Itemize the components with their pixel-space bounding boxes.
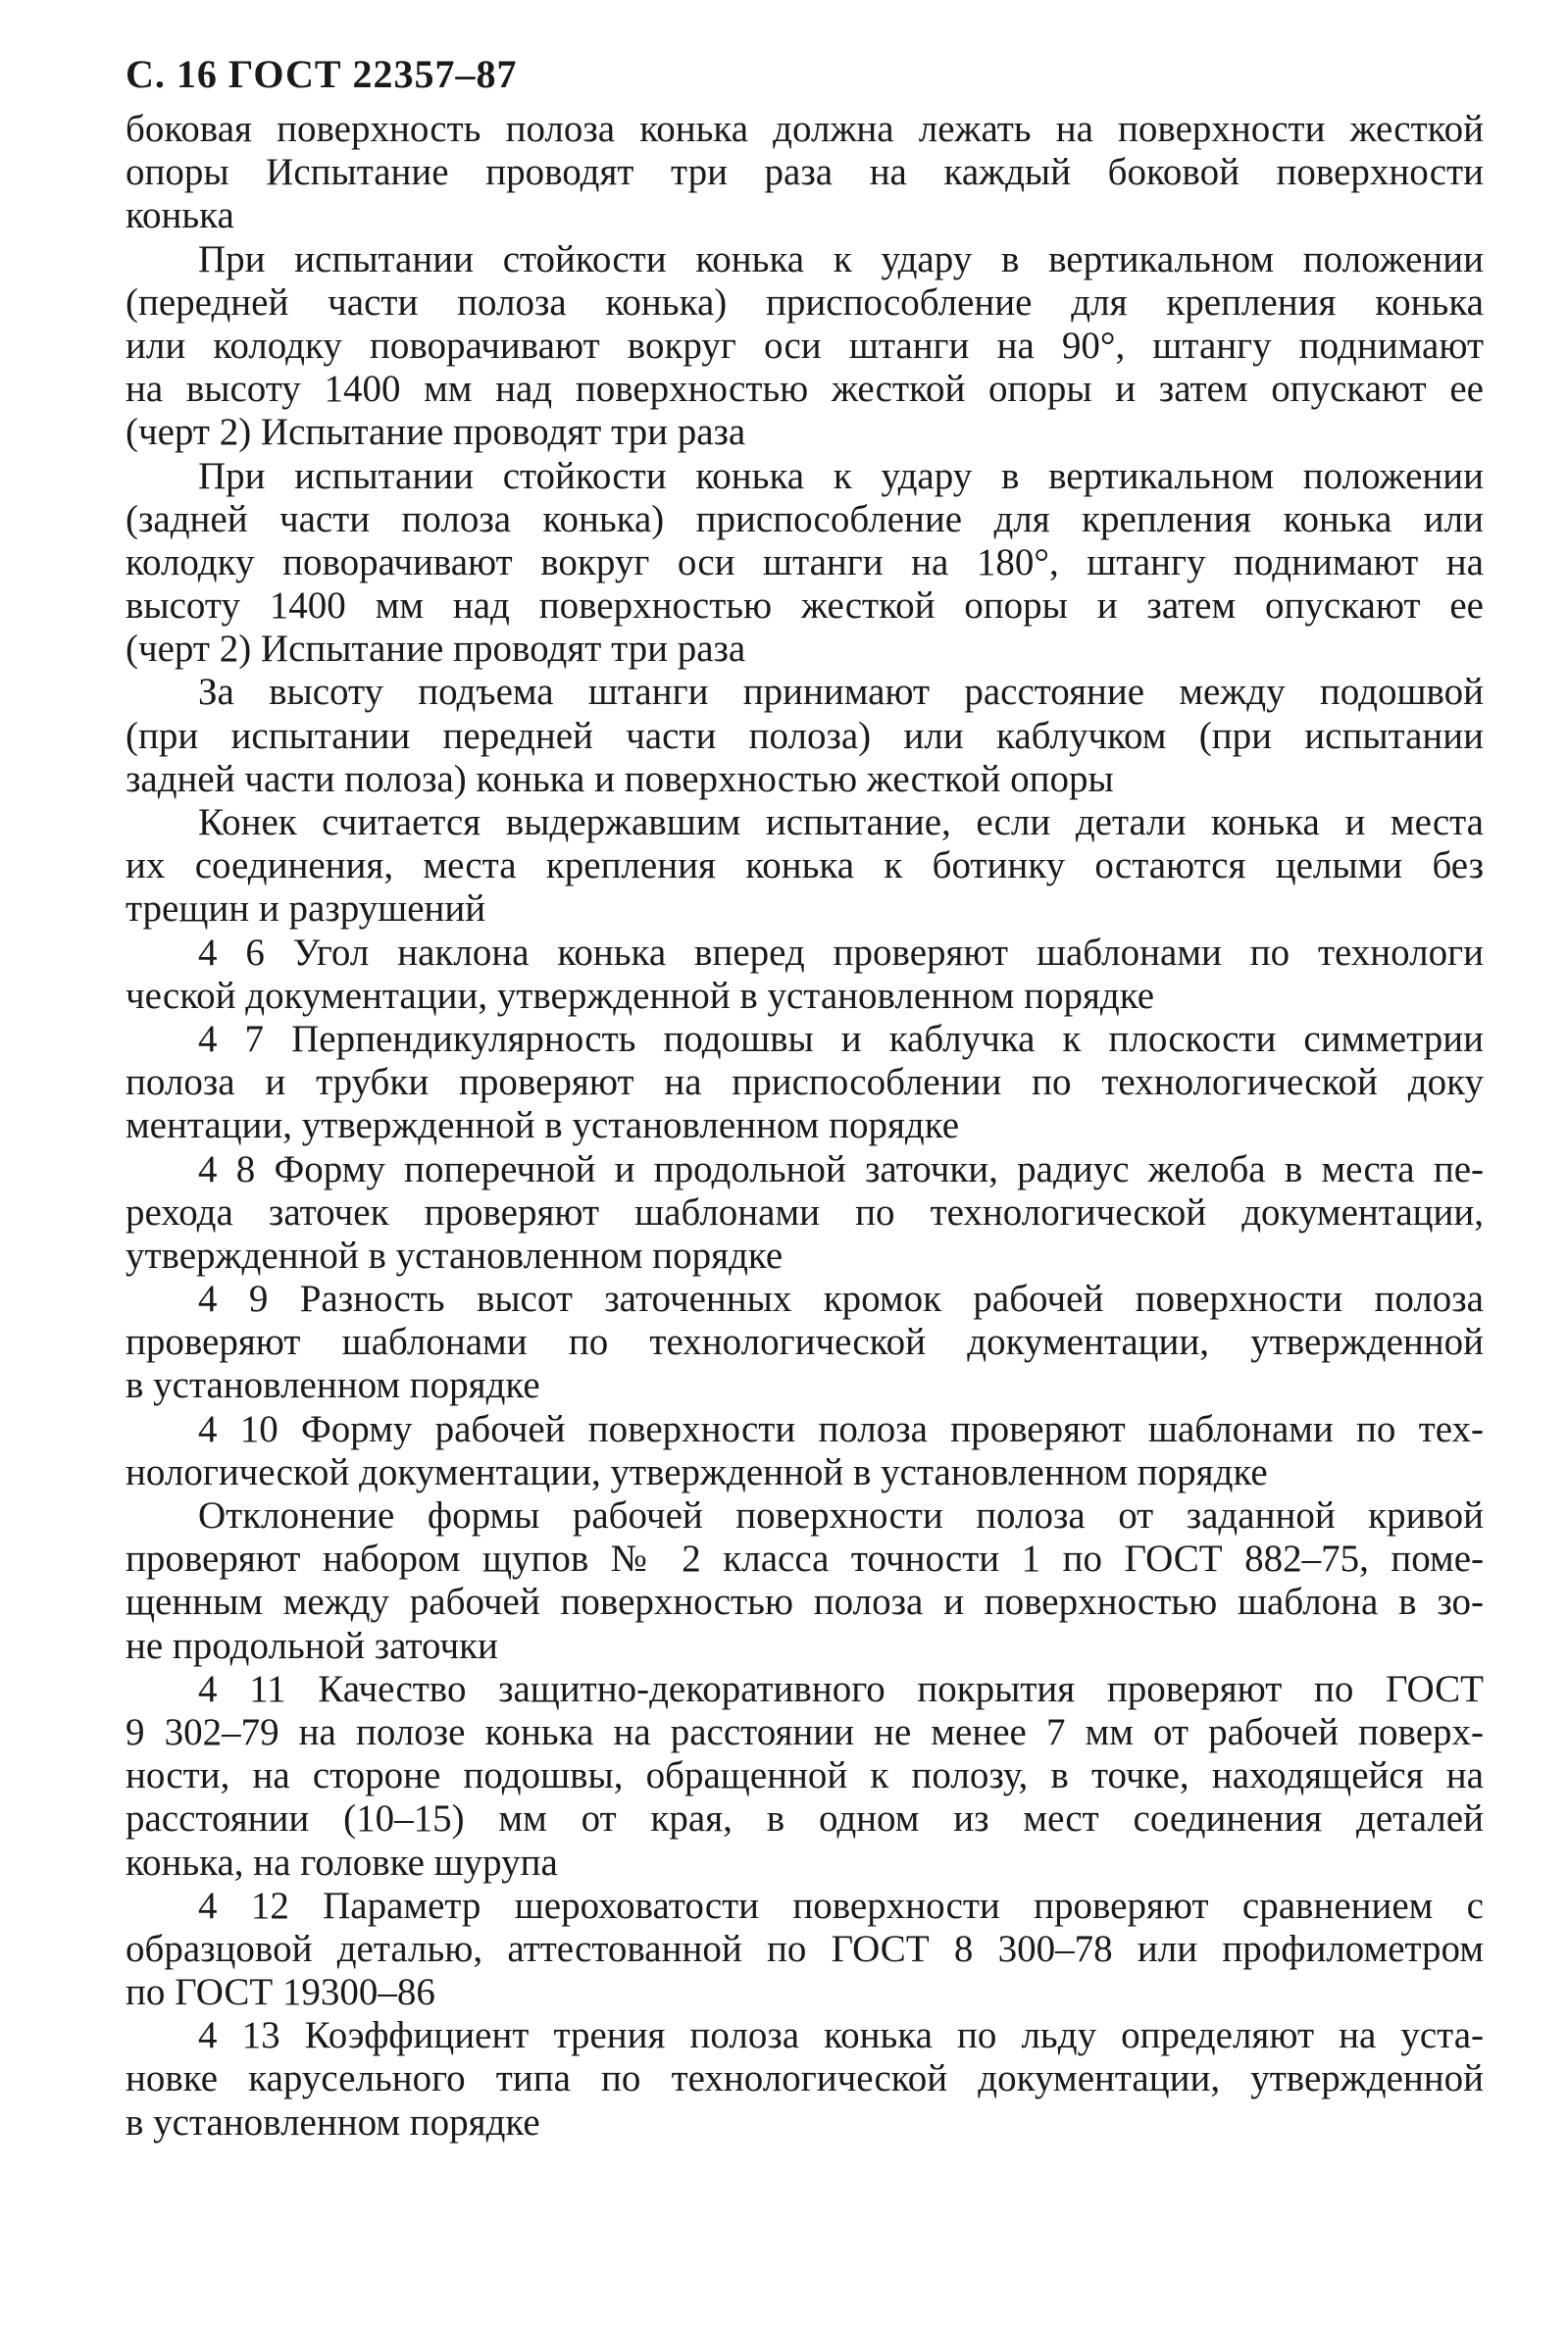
body-text (126, 108, 1484, 2145)
text-line: боковая поверхность полоза конька должна лежать на поверхности жесткой (126, 108, 1484, 150)
text-line: 4 13 Коэффициент трения полоза конька по льду определяют на уста- (198, 2014, 1484, 2057)
text-line: (при испытании передней части полоза) или каблучком (при испытании (126, 714, 1484, 757)
text-line: ности, на стороне подошвы, обращенной к полозу, в точке, находящейся на (126, 1754, 1484, 1797)
text-line: (задней части полоза конька) приспособление для крепления конька или (126, 497, 1484, 540)
text-line: рехода заточек проверяют шаблонами по технологической документации, (126, 1190, 1484, 1234)
text-line: в установленном порядке (126, 2100, 540, 2144)
text-line: При испытании стойкости конька к удару в вертикальном положении (198, 237, 1484, 280)
text-line: За высоту подъема штанги принимают расстояние между подошвой (198, 671, 1484, 714)
text-line: 4 9 Разность высот заточенных кромок рабочей поверхности полоза (198, 1278, 1484, 1321)
text-line: задней части полоза) конька и поверхностью жесткой опоры (126, 757, 1114, 800)
text-line: колодку поворачивают вокруг оси штанги на 180°, штангу поднимают на (126, 540, 1484, 583)
text-line: 4 6 Угол наклона конька вперед проверяют шаблонами по технологи (198, 931, 1484, 974)
text-line: утвержденной в установленном порядке (126, 1234, 784, 1277)
text-line: 4 8 Форму поперечной и продольной заточки, радиус желоба в места пе- (198, 1147, 1484, 1190)
text-line: 9 302–79 на полозе конька на расстоянии не менее 7 мм от рабочей поверх- (126, 1710, 1484, 1753)
text-line: При испытании стойкости конька к удару в вертикальном положении (198, 454, 1484, 497)
text-line: на высоту 1400 мм над поверхностью жесткой опоры и затем опускают ее (126, 368, 1484, 411)
text-line: 4 11 Качество защитно-декоративного покрытия проверяют по ГОСТ (198, 1667, 1484, 1710)
text-line: образцовой деталью, аттестованной по ГОСТ 8 300–78 или профилометром (126, 1927, 1484, 1970)
text-line: 4 7 Перпендикулярность подошвы и каблучка к плоскости симметрии (198, 1017, 1484, 1060)
text-line: конька (126, 194, 234, 237)
text-line: нологической документации, утвержденной в установленном порядке (126, 1450, 1268, 1493)
text-line: ческой документации, утвержденной в установленном порядке (126, 974, 1155, 1017)
text-line: конька, на головке шурупа (126, 1841, 558, 1884)
text-line: опоры Испытание проводят три раза на каждый боковой поверхности (126, 151, 1484, 194)
text-line: полоза и трубки проверяют на приспособлении по технологической доку (126, 1061, 1484, 1104)
text-line: проверяют набором щупов № 2 класса точности 1 по ГОСТ 882–75, поме- (126, 1538, 1484, 1581)
text-line: проверяют шаблонами по технологической документации, утвержденной (126, 1321, 1484, 1364)
text-line: новке карусельного типа по технологической документации, утвержденной (126, 2057, 1484, 2100)
page-number: С. 16 (126, 52, 218, 96)
text-line: щенным между рабочей поверхностью полоза и поверхностью шаблона в зо- (126, 1581, 1484, 1624)
text-line: Конек считается выдержавшим испытание, если детали конька и места (198, 801, 1484, 843)
text-line: не продольной заточки (126, 1624, 498, 1667)
text-line: расстоянии (10–15) мм от края, в одном из мест соединения деталей (126, 1797, 1484, 1841)
text-line: по ГОСТ 19300–86 (126, 1971, 435, 2014)
text-line: (черт 2) Испытание проводят три раза (126, 628, 746, 671)
text-line: (передней части полоза конька) приспособление для крепления конька (126, 280, 1484, 324)
text-line: их соединения, места крепления конька к ботинку остаются целыми без (126, 844, 1484, 887)
text-line: или колодку поворачивают вокруг оси штанги на 90°, штангу поднимают (126, 324, 1484, 367)
standard-number: ГОСТ 22357–87 (228, 52, 518, 96)
text-line: в установленном порядке (126, 1364, 540, 1407)
text-line: высоту 1400 мм над поверхностью жесткой опоры и затем опускают ее (126, 584, 1484, 628)
text-line: ментации, утвержденной в установленном порядке (126, 1104, 960, 1147)
text-line: Отклонение формы рабочей поверхности полоза от заданной кривой (198, 1494, 1484, 1537)
text-line: 4 12 Параметр шероховатости поверхности проверяют сравнением с (198, 1884, 1484, 1927)
text-line: 4 10 Форму рабочей поверхности полоза проверяют шаблонами по тех- (198, 1407, 1484, 1450)
text-line: трещин и разрушений (126, 887, 486, 931)
text-line: (черт 2) Испытание проводят три раза (126, 411, 746, 454)
page-header (126, 51, 518, 97)
